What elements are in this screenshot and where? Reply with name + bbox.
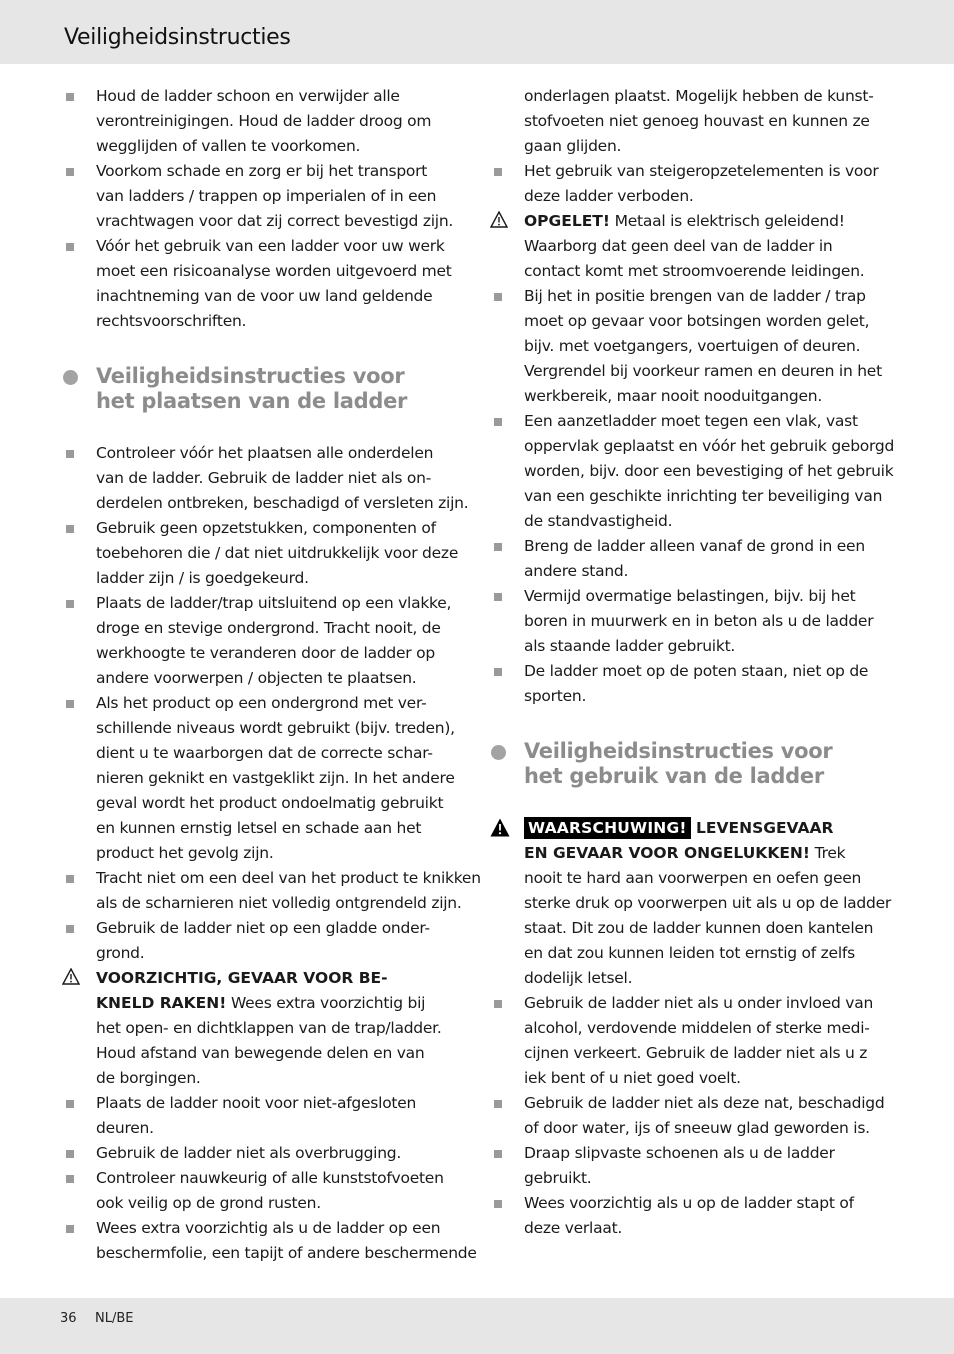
list-item-text: gebruikt. xyxy=(524,1169,592,1187)
bullet-list xyxy=(60,441,481,966)
bullet-list xyxy=(60,84,470,334)
square-bullet-icon xyxy=(60,516,82,541)
list-item xyxy=(60,159,470,234)
list-item-text: grond. xyxy=(96,944,145,962)
list-item-text: iek bent of u niet goed voelt. xyxy=(524,1069,741,1087)
list-item-text: Houd de ladder schoon en verwijder alle xyxy=(96,87,400,105)
list-item-text: Plaats de ladder nooit voor niet-afgesloten xyxy=(96,1094,417,1112)
list-item-text: Vergrendel bij voorkeur ramen en deuren in het xyxy=(524,362,882,380)
list-item-text: Bij het in positie brengen van de ladder / trap xyxy=(524,287,866,305)
list-item xyxy=(60,234,470,334)
list-item-text: worden, bijv. door een bevestiging of het gebruik xyxy=(524,462,894,480)
square-bullet-icon xyxy=(488,534,510,559)
list-item-text: geval wordt het product ondoelmatig gebruikt xyxy=(96,794,444,812)
square-bullet-icon xyxy=(488,284,510,309)
square-bullet-icon xyxy=(488,1091,510,1116)
warning-triangle-icon xyxy=(488,209,510,234)
list-item xyxy=(60,591,470,691)
warning-filled-triangle-icon xyxy=(488,816,510,841)
list-item-text: van een geschikte inrichting ter beveiliging van xyxy=(524,487,883,505)
square-bullet-icon xyxy=(488,409,510,434)
list-item xyxy=(488,659,894,709)
square-bullet-icon xyxy=(60,1216,82,1241)
list-item xyxy=(60,441,470,516)
list-item-text: Vermijd overmatige belastingen, bijv. bij het xyxy=(524,587,856,605)
list-item xyxy=(60,691,470,866)
list-item-text: ook veilig op de grond rusten. xyxy=(96,1194,321,1212)
list-item-text: Vóór het gebruik van een ladder voor uw werk xyxy=(96,237,445,255)
square-bullet-icon xyxy=(60,234,82,259)
list-item-text: Draap slipvaste schoenen als u de ladder xyxy=(524,1144,835,1162)
bullet-list xyxy=(60,1091,477,1266)
list-item-text: moet op gevaar voor botsingen worden gelet, xyxy=(524,312,870,330)
list-item xyxy=(488,409,894,534)
left-column xyxy=(60,84,481,1266)
list-item-text: werkbereik, maar nooit nooduitgangen. xyxy=(524,387,823,405)
list-item-text: derdelen ontbreken, beschadigd of versleten zijn. xyxy=(96,494,469,512)
list-item xyxy=(60,1091,470,1141)
list-item xyxy=(60,1166,470,1216)
list-item-text: dient u te waarborgen dat de correcte schar- xyxy=(96,744,433,762)
square-bullet-icon xyxy=(488,584,510,609)
section-bullet-icon xyxy=(63,370,78,385)
caution-notice: VOORZICHTIG, GEVAAR VOOR BE- KNELD RAKEN! Wees extra voorzichtig bij het open- en dichtklappen van de trap/ladder. Houd afstand van bewegende delen en van de borgingen. xyxy=(60,966,470,1091)
list-item-text: of door water, ijs of sneeuw glad geworden is. xyxy=(524,1119,870,1137)
square-bullet-icon xyxy=(488,159,510,184)
list-item-text: deze verlaat. xyxy=(524,1219,623,1237)
list-item xyxy=(488,1191,894,1241)
page-header xyxy=(0,0,954,64)
list-item-text: als staande ladder gebruikt. xyxy=(524,637,736,655)
list-item xyxy=(488,534,894,584)
list-item xyxy=(488,284,894,409)
attention-notice: OPGELET! Metaal is elektrisch geleidend! Waarborg dat geen deel van de ladder in contact komt met stroomvoerende leidingen. xyxy=(488,209,894,284)
list-item xyxy=(488,991,894,1091)
page-title: Veiligheidsinstructies xyxy=(64,25,291,50)
list-item-text: Breng de ladder alleen vanaf de grond in een xyxy=(524,537,865,555)
square-bullet-icon xyxy=(60,591,82,616)
list-item xyxy=(60,1216,477,1266)
square-bullet-icon xyxy=(488,991,510,1016)
square-bullet-icon xyxy=(488,659,510,684)
continued-text: onderlagen plaatst. Mogelijk hebben de kunst- stofvoeten niet genoeg houvast en kunnen ze gaan glijden. xyxy=(524,87,874,155)
locale-label: NL/BE xyxy=(95,1311,134,1326)
list-item-text: cijnen verkeert. Gebruik de ladder niet als u z xyxy=(524,1044,868,1062)
list-item-text: toebehoren die / dat niet uitdrukkelijk voor deze xyxy=(96,544,459,562)
list-item-text: bijv. met voetgangers, voertuigen of deuren. xyxy=(524,337,861,355)
square-bullet-icon xyxy=(60,84,82,109)
square-bullet-icon xyxy=(60,1166,82,1191)
square-bullet-icon xyxy=(60,691,82,716)
bullet-list xyxy=(488,991,894,1241)
list-item-text: verontreinigingen. Houd de ladder droog om xyxy=(96,112,432,130)
list-item xyxy=(60,916,470,966)
list-item-text: Wees extra voorzichtig als u de ladder op een xyxy=(96,1219,441,1237)
square-bullet-icon xyxy=(60,1091,82,1116)
list-item-text: Gebruik de ladder niet als u onder invloed van xyxy=(524,994,874,1012)
list-item xyxy=(60,516,470,591)
list-item-text: andere stand. xyxy=(524,562,629,580)
list-item-text: Gebruik de ladder niet op een gladde onder- xyxy=(96,919,430,937)
section-bullet-icon xyxy=(491,745,506,760)
list-item-text: Gebruik de ladder niet als overbrugging. xyxy=(96,1144,402,1162)
list-item-text: alcohol, verdovende middelen of sterke medi- xyxy=(524,1019,870,1037)
list-item-text: Als het product op een ondergrond met ver- xyxy=(96,694,427,712)
square-bullet-icon xyxy=(60,1141,82,1166)
warning-badge: WAARSCHUWING! xyxy=(524,817,691,839)
list-item-text: Controleer vóór het plaatsen alle onderdelen xyxy=(96,444,434,462)
list-item-text: oppervlak geplaatst en vóór het gebruik geborgd xyxy=(524,437,895,455)
list-item-text: Wees voorzichtig als u op de ladder stapt of xyxy=(524,1194,854,1212)
list-item-text: droge en stevige ondergrond. Tracht nooit, de xyxy=(96,619,441,637)
list-item-text: Een aanzetladder moet tegen een vlak, vast xyxy=(524,412,858,430)
list-item xyxy=(488,1141,894,1191)
list-item-text: ladder zijn / is goedgekeurd. xyxy=(96,569,309,587)
square-bullet-icon xyxy=(60,441,82,466)
list-item-text: vrachtwagen voor dat zij correct bevestigd zijn. xyxy=(96,212,454,230)
list-item xyxy=(60,84,470,159)
bullet-list xyxy=(488,159,894,209)
list-item-text: als de scharnieren niet volledig ontgrendeld zijn. xyxy=(96,894,462,912)
list-item-text: Tracht niet om een deel van het product te knikken xyxy=(96,869,481,887)
list-item-text: nieren geknikt en vastgeklikt zijn. In het andere xyxy=(96,769,455,787)
list-item xyxy=(60,1141,470,1166)
list-item-text: van ladders / trappen op imperialen of in een xyxy=(96,187,437,205)
list-item-text: Voorkom schade en zorg er bij het transport xyxy=(96,162,428,180)
square-bullet-icon xyxy=(488,1191,510,1216)
square-bullet-icon xyxy=(60,159,82,184)
list-item-text: deuren. xyxy=(96,1119,154,1137)
warning-notice: WAARSCHUWING! LEVENSGEVAAR EN GEVAAR VOOR ONGELUKKEN! Trek nooit te hard aan voorwerpen en oefen geen sterke druk op voorwerpen uit als u op de ladder staat. Dit zou de ladder kunnen doen kantelen en dat zou kunnen leiden tot ernstig of zelfs dodelijk letsel. xyxy=(488,816,894,991)
page-footer xyxy=(0,1298,954,1354)
list-item-text: De ladder moet op de poten staan, niet op de xyxy=(524,662,869,680)
list-item-text: boren in muurwerk en in beton als u de ladder xyxy=(524,612,874,630)
page-number: 36 xyxy=(60,1311,77,1326)
square-bullet-icon xyxy=(60,916,82,941)
list-item-text: werkhoogte te veranderen door de ladder op xyxy=(96,644,435,662)
right-column xyxy=(488,84,894,1241)
list-item-text: andere voorwerpen / objecten te plaatsen. xyxy=(96,669,417,687)
list-item-text: van de ladder. Gebruik de ladder niet als on- xyxy=(96,469,432,487)
bullet-list xyxy=(488,284,894,709)
list-item-text: deze ladder verboden. xyxy=(524,187,694,205)
warning-triangle-icon xyxy=(60,966,82,991)
section-heading-placement: Veiligheidsinstructies voor het plaatsen van de ladder xyxy=(60,364,470,414)
list-item-text: Controleer nauwkeurig of alle kunststofvoeten xyxy=(96,1169,444,1187)
list-item-text: product het gevolg zijn. xyxy=(96,844,274,862)
list-item-text: beschermfolie, een tapijt of andere beschermende xyxy=(96,1244,477,1262)
list-item-text: Het gebruik van steigeropzetelementen is voor xyxy=(524,162,879,180)
square-bullet-icon xyxy=(488,1141,510,1166)
square-bullet-icon xyxy=(60,866,82,891)
list-item xyxy=(488,584,894,659)
list-item xyxy=(488,159,894,209)
list-item xyxy=(488,1091,894,1141)
list-item-text: sporten. xyxy=(524,687,587,705)
list-item-text: rechtsvoorschriften. xyxy=(96,312,247,330)
list-item-text: Plaats de ladder/trap uitsluitend op een vlakke, xyxy=(96,594,452,612)
list-item-text: de standvastigheid. xyxy=(524,512,673,530)
list-item-text: Gebruik geen opzetstukken, componenten of xyxy=(96,519,436,537)
list-item-text: en kunnen ernstig letsel en schade aan het xyxy=(96,819,422,837)
section-heading-usage: Veiligheidsinstructies voor het gebruik van de ladder xyxy=(488,739,894,789)
list-item-text: schillende niveaus wordt gebruikt (bijv. treden), xyxy=(96,719,455,737)
list-item-text: wegglijden of vallen te voorkomen. xyxy=(96,137,361,155)
list-item-text: moet een risicoanalyse worden uitgevoerd met xyxy=(96,262,452,280)
list-item xyxy=(60,866,481,916)
list-item-text: Gebruik de ladder niet als deze nat, beschadigd xyxy=(524,1094,885,1112)
list-item-text: inachtneming van de voor uw land geldende xyxy=(96,287,433,305)
